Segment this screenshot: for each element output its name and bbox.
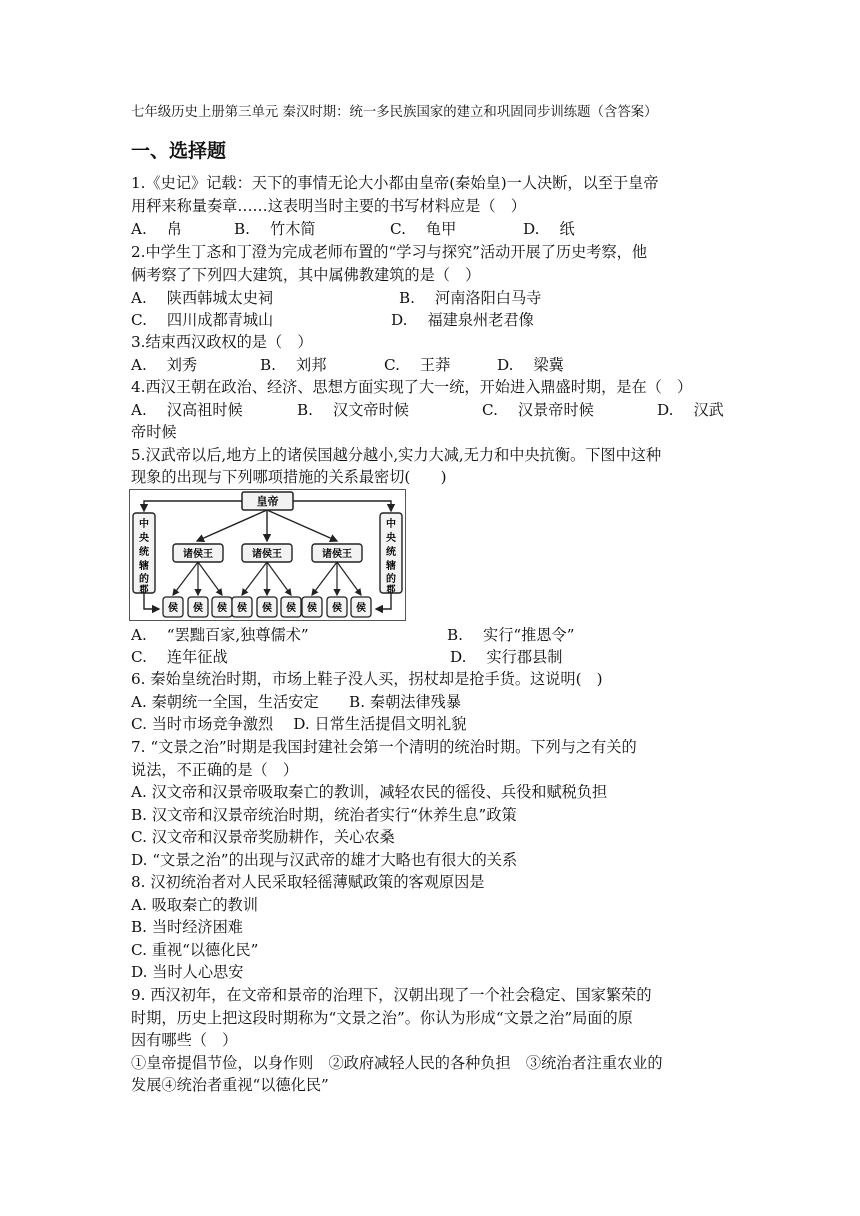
svg-text:统: 统 — [139, 547, 149, 558]
svg-text:郡: 郡 — [386, 585, 396, 595]
q9-stem-line3: 因有哪些（ ） — [131, 1031, 238, 1049]
q3-stem-line1: 3.结束西汉政权的是（ ） — [131, 333, 313, 351]
q1-option-c: C. 龟甲 — [390, 220, 457, 238]
q2-option-c: C. 四川成都青城山 — [131, 311, 274, 329]
marquis-box — [257, 597, 277, 617]
q6-option-line2: C. 当时市场竞争激烈 D. 日常生活提倡文明礼貌 — [131, 715, 467, 733]
marquis-box — [232, 597, 252, 617]
svg-text:诸侯王: 诸侯王 — [322, 549, 352, 560]
q2-stem-line2: 俩考察了下列四大建筑，其中属佛教建筑的是（ ） — [131, 266, 481, 284]
vassal-box-3 — [312, 544, 362, 562]
q7-option-a: A. 汉文帝和汉景帝吸取秦亡的教训，减轻农民的徭役、兵役和赋税负担 — [131, 783, 608, 801]
q5-option-d: D. 实行郡县制 — [450, 648, 563, 666]
svg-text:诸侯王: 诸侯王 — [252, 549, 282, 560]
svg-text:郡: 郡 — [139, 585, 149, 595]
q1-stem-line1: 1.《史记》记载：天下的事情无论大小都由皇帝(秦始皇)一人决断，以至于皇帝 — [131, 174, 659, 192]
svg-text:侯: 侯 — [217, 603, 227, 614]
svg-text:央: 央 — [139, 533, 149, 544]
q4-option-d-continued: 帝时候 — [131, 423, 177, 441]
side-column-left — [133, 513, 155, 595]
q1-stem-line2: 用秤来称量奏章……这表明当时主要的书写材料应是（ ） — [131, 197, 526, 215]
q3-option-c: C. 王莽 — [384, 356, 451, 374]
marquis-box — [302, 597, 322, 617]
q3-option-d: D. 梁冀 — [497, 356, 564, 374]
vassal-to-marquis-arrows — [173, 562, 361, 595]
svg-text:侯: 侯 — [356, 603, 366, 614]
q5-stem-line1: 5.汉武帝以后,地方上的诸侯国越分越小,实力大减,无力和中央抗衡。下图中这种 — [131, 446, 662, 464]
q8-option-c: C. 重视“以德化民” — [131, 941, 259, 959]
q2-option-d: D. 福建泉州老君像 — [391, 311, 534, 329]
q2-option-b: B. 河南洛阳白马寺 — [399, 289, 542, 307]
q5-option-c: C. 连年征战 — [131, 648, 228, 666]
q7-option-c: C. 汉文帝和汉景帝奖励耕作，关心农桑 — [131, 828, 395, 846]
emperor-label: 皇帝 — [256, 495, 279, 508]
q8-option-d: D. 当时人心思安 — [131, 963, 244, 981]
q4-option-a: A. 汉高祖时候 — [131, 401, 243, 419]
arrow-emperor-left — [144, 501, 242, 511]
q7-option-b: B. 汉文帝和汉景帝统治时期，统治者实行“休养生息”政策 — [131, 806, 517, 824]
marquis-box — [351, 597, 371, 617]
section-heading: 一、选择题 — [131, 140, 227, 162]
marquis-box — [188, 597, 208, 617]
q2-stem-line1: 2.中学生丁忞和丁澄为完成老师布置的“学习与探究”活动开展了历史考察，他 — [131, 243, 648, 261]
q7-stem-line2: 说法，不正确的是（ ） — [131, 761, 299, 779]
svg-text:的: 的 — [386, 574, 396, 585]
q6-option-line1: A. 秦朝统一全国，生活安定 B. 秦朝法律残暴 — [131, 693, 462, 711]
arrow-right-to-marquis — [376, 593, 391, 609]
svg-text:统: 统 — [386, 547, 396, 558]
vassal-box-2 — [242, 544, 292, 562]
q2-option-a: A. 陕西韩城太史祠 — [131, 289, 274, 307]
svg-text:辖: 辖 — [386, 561, 396, 572]
marquis-box — [163, 597, 183, 617]
q4-stem-line1: 4.西汉王朝在政治、经济、思想方面实现了大一统，开始进入鼎盛时期，是在（ ） — [131, 378, 693, 396]
q1-option-a: A. 帛 — [131, 220, 182, 238]
q8-option-b: B. 当时经济困难 — [131, 918, 243, 936]
q7-stem-line1: 7. “文景之治”时期是我国封建社会第一个清明的统治时期。下列与之有关的 — [131, 738, 637, 756]
marquis-box — [327, 597, 347, 617]
svg-text:辖: 辖 — [139, 561, 149, 572]
q5-stem-line2: 现象的出现与下列哪项措施的关系最密切( ) — [131, 468, 447, 486]
q4-option-d: D. 汉武 — [657, 401, 724, 419]
q9-items-line1: ①皇帝提倡节俭，以身作则 ②政府减轻人民的各种负担 ③统治者注重农业的 — [131, 1054, 663, 1072]
svg-text:侯: 侯 — [332, 603, 342, 614]
svg-text:的: 的 — [139, 574, 149, 585]
marquis-box — [212, 597, 232, 617]
document-title: 七年级历史上册第三单元 秦汉时期：统一多民族国家的建立和巩固同步训练题（含答案） — [131, 105, 658, 120]
svg-text:侯: 侯 — [237, 603, 247, 614]
svg-text:中: 中 — [139, 519, 149, 530]
q5-option-a: A. “罢黜百家,独尊儒术” — [131, 626, 309, 644]
svg-text:央: 央 — [386, 533, 396, 544]
q1-option-b: B. 竹木简 — [234, 220, 316, 238]
svg-text:诸侯王: 诸侯王 — [183, 549, 213, 560]
q4-option-b: B. 汉文帝时候 — [297, 401, 409, 419]
arrow-emperor-vassal-3 — [267, 510, 337, 541]
side-column-right — [380, 513, 402, 595]
q9-stem-line1: 9. 西汉初年，在文帝和景帝的治理下，汉朝出现了一个社会稳定、国家繁荣的 — [131, 986, 652, 1004]
q9-stem-line2: 时期，历史上把这段时期称为“文景之治”。你认为形成“文景之治”局面的原 — [131, 1009, 633, 1027]
svg-text:侯: 侯 — [168, 603, 178, 614]
emperor-box — [242, 492, 293, 510]
arrow-left-to-marquis — [144, 593, 159, 609]
q3-option-b: B. 刘邦 — [260, 356, 327, 374]
arrow-emperor-vassal-1 — [197, 510, 267, 541]
svg-text:中: 中 — [386, 519, 396, 530]
q8-option-a: A. 吸取秦亡的教训 — [131, 896, 258, 914]
feudal-structure-diagram — [129, 489, 406, 621]
q7-option-d: D. “文景之治”的出现与汉武帝的雄才大略也有很大的关系 — [131, 851, 518, 869]
marquis-box — [281, 597, 301, 617]
svg-text:侯: 侯 — [262, 603, 272, 614]
q4-option-c: C. 汉景帝时候 — [482, 401, 594, 419]
marquis-row — [163, 597, 371, 617]
svg-text:侯: 侯 — [286, 603, 296, 614]
q8-stem-line1: 8. 汉初统治者对人民采取轻徭薄赋政策的客观原因是 — [131, 873, 485, 891]
q5-option-b: B. 实行“推恩令” — [447, 626, 575, 644]
q9-items-line2: 发展④统治者重视“以德化民” — [131, 1076, 329, 1094]
svg-text:侯: 侯 — [307, 603, 317, 614]
q1-option-d: D. 纸 — [523, 220, 575, 238]
vassal-box-1 — [173, 544, 223, 562]
arrow-emperor-right — [293, 501, 391, 511]
svg-text:侯: 侯 — [193, 603, 203, 614]
q6-stem-line1: 6. 秦始皇统治时期，市场上鞋子没人买，拐杖却是抢手货。这说明( ) — [131, 670, 603, 688]
q3-option-a: A. 刘秀 — [131, 356, 198, 374]
